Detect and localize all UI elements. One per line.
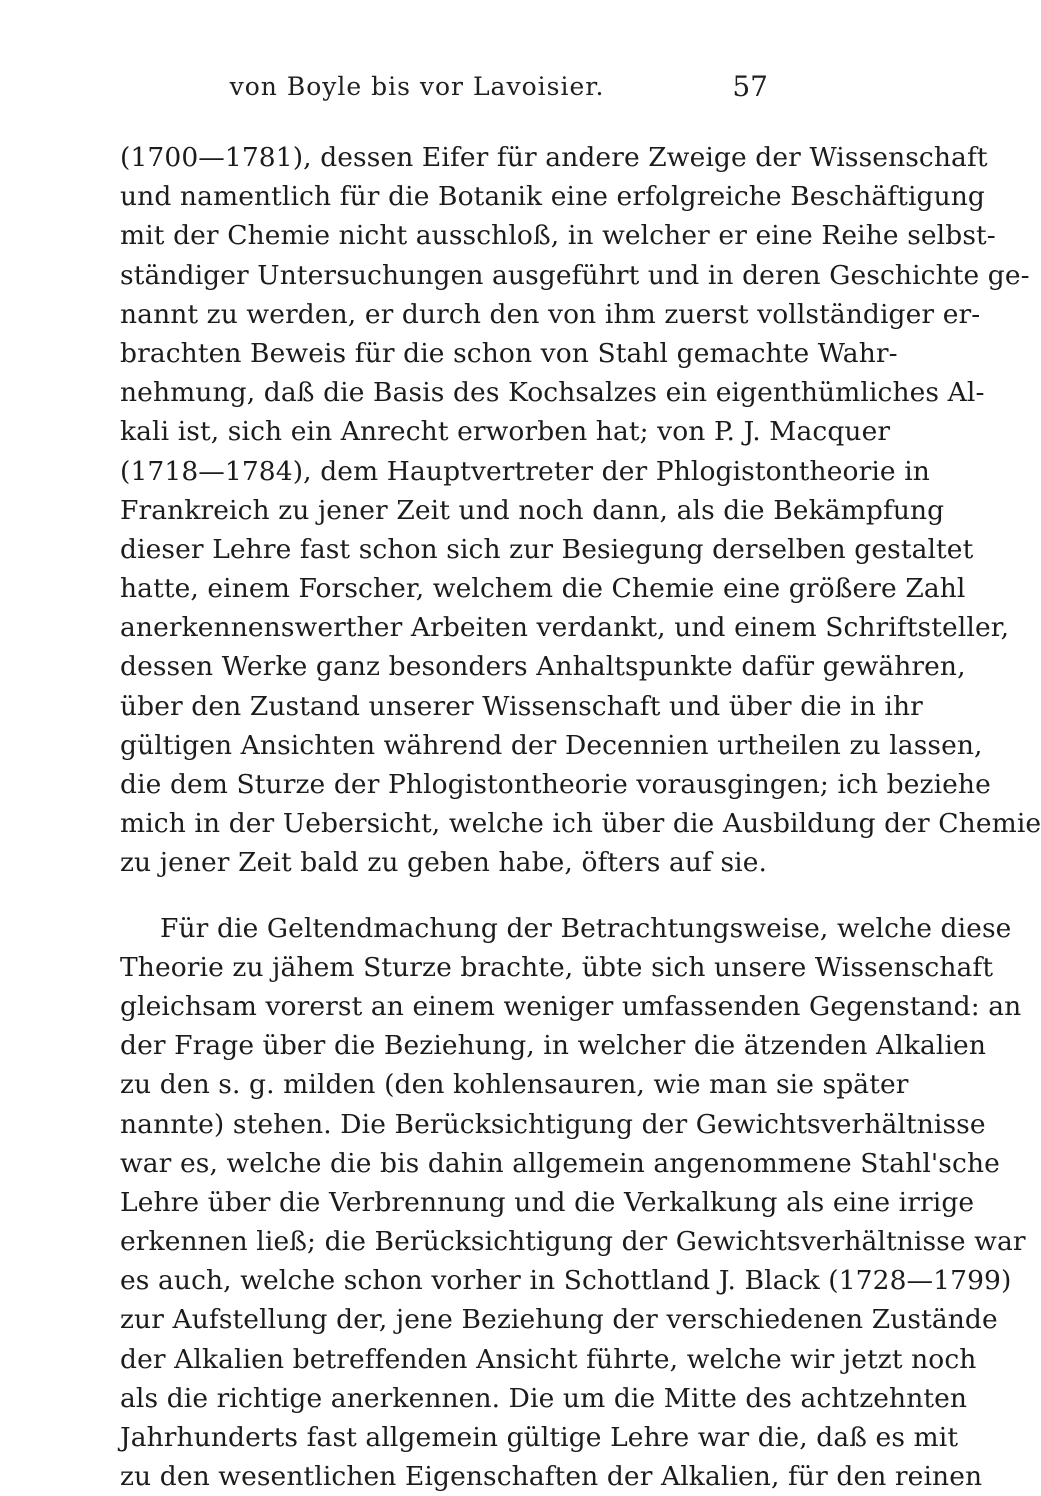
paragraph-1 (120, 138, 1041, 883)
text-line: nehmung, daß die Basis des Kochsalzes ein eigenthümliches Al- (120, 377, 985, 409)
paragraph-gap (120, 883, 768, 909)
text-line: Für die Geltendmachung der Betrachtungsweise, welche diese (160, 912, 1012, 944)
text-line: und namentlich für die Botanik eine erfolgreiche Beschäftigung (120, 181, 985, 213)
text-line: als die richtige anerkennen. Die um die Mitte des achtzehnten (120, 1382, 968, 1414)
text-line: ständiger Untersuchungen ausgeführt und in deren Geschichte ge- (120, 259, 1030, 291)
text-line: (1700—1781), dessen Eifer für andere Zweige der Wissenschaft (120, 142, 988, 173)
text-line: anerkennenswerther Arbeiten verdankt, und einem Schriftsteller, (120, 612, 1010, 644)
text-line: Frankreich zu jener Zeit und noch dann, als die Bekämpfung (120, 494, 945, 526)
running-head: von Boyle bis vor Lavoisier. (229, 72, 605, 101)
text-line: (1718—1784), dem Hauptvertreter der Phlogistontheorie in (120, 455, 930, 487)
text-line: brachten Beweis für die schon von Stahl gemachte Wahr- (120, 337, 898, 369)
text-line: kali ist, sich ein Anrecht erworben hat; von P. J. Macquer (120, 416, 891, 448)
text-line: nannt zu werden, er durch den von ihm zuerst vollständiger er- (120, 298, 981, 330)
page-header (126, 68, 768, 108)
text-line: Theorie zu jähem Sturze brachte, übte sich unsere Wissenschaft (120, 951, 994, 983)
page-number: 57 (732, 70, 768, 103)
body-text (120, 138, 1041, 1496)
text-line: gleichsam vorerst an einem weniger umfassenden Gegenstand: an (120, 990, 1022, 1022)
text-line: gültigen Ansichten während der Decennien urtheilen zu lassen, (120, 729, 983, 761)
text-line: zu den s. g. milden (den kohlensauren, wie man sie später (120, 1069, 909, 1101)
text-line: Jahrhunderts fast allgemein gültige Lehre war die, daß es mit (120, 1422, 959, 1453)
text-line: dieser Lehre fast schon sich zur Besiegung derselben gestaltet (120, 533, 974, 565)
text-line: es auch, welche schon vorher in Schottland J. Black (1728—1799) (120, 1265, 1012, 1297)
text-line: die dem Sturze der Phlogistontheorie vorausgingen; ich beziehe (120, 769, 991, 800)
text-line: erkennen ließ; die Berücksichtigung der Gewichtsverhältnisse war (120, 1226, 1026, 1258)
text-line: zur Aufstellung der, jene Beziehung der verschiedenen Zustände (120, 1304, 998, 1336)
text-line: hatte, einem Forscher, welchem die Chemie eine größere Zahl (120, 573, 966, 605)
text-line: war es, welche die bis dahin allgemein angenommene Stahl'sche (120, 1147, 1000, 1179)
text-line: der Frage über die Beziehung, in welcher die ätzenden Alkalien (120, 1030, 987, 1062)
text-line: Lehre über die Verbrennung und die Verkalkung als eine irrige (120, 1186, 975, 1218)
text-line: über den Zustand unserer Wissenschaft und über die in ihr (120, 690, 923, 722)
text-line: mich in der Uebersicht, welche ich über die Ausbildung der Chemie (120, 808, 1041, 840)
text-line: dessen Werke ganz besonders Anhaltspunkte dafür gewähren, (120, 651, 966, 683)
text-line: nannte) stehen. Die Berücksichtigung der Gewichtsverhältnisse (120, 1108, 986, 1140)
text-line: mit der Chemie nicht ausschloß, in welcher er eine Reihe selbst- (120, 220, 996, 252)
text-line: der Alkalien betreffenden Ansicht führte, welche wir jetzt noch (120, 1343, 977, 1375)
paragraph-2 (120, 909, 1026, 1496)
text-line: zu jener Zeit bald zu geben habe, öfters auf sie. (120, 847, 768, 879)
text-line: zu den wesentlichen Eigenschaften der Alkalien, für den reinen (120, 1461, 983, 1493)
